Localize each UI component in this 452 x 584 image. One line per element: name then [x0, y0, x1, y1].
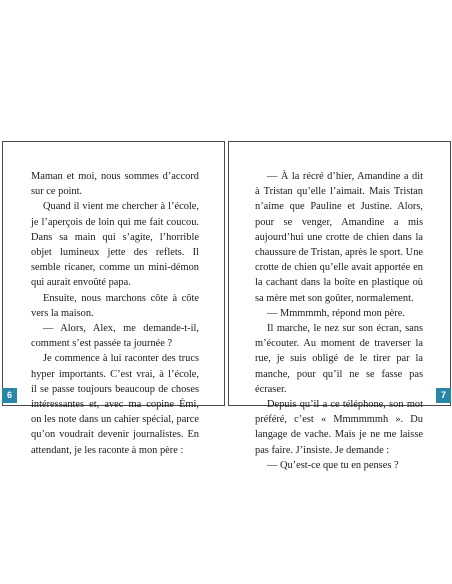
page-number-right: 7 [436, 388, 451, 403]
paragraph: — Alors, Alex, me demande-t-il, comment s’est passée ta journée ? [31, 323, 199, 350]
book-spread [0, 141, 452, 471]
paragraph: — Mmmmmh, répond mon père. [267, 307, 405, 319]
left-page-text [31, 169, 199, 458]
left-page [2, 141, 225, 456]
page-number-left: 6 [2, 388, 17, 403]
paragraph: — Qu’est-ce que tu en penses ? [267, 459, 399, 471]
paragraph: Il marche, le nez sur son écran, sans m’écouter. Au moment de traverser la rue, je suis obligé de le tirer par la manche, pour qu’il ne se fasse pas écraser. [255, 323, 423, 395]
paragraph: Depuis qu’il a ce téléphone, son mot préféré, c’est « Mmmmmmh ». Du langage de vache. Mais je ne me laisse pas faire. J’insiste. Je demande : [255, 399, 423, 456]
paragraph: Ensuite, nous marchons côte à côte vers la maison. [31, 292, 199, 319]
paragraph: Je commence à lui raconter des trucs hyper importants. C’est vrai, à l’école, il se passe toujours beaucoup de choses intéressantes et, avec ma copine Émi, on les note dans un cahier spécial, parce qu’on voudrait devenir journalistes. En attendant, je les raconte à mon père : [31, 353, 199, 456]
right-page-text [255, 169, 423, 473]
paragraph: Maman et moi, nous sommes d’accord sur ce point. [31, 171, 199, 198]
paragraph: Quand il vient me chercher à l’école, je l’aperçois de loin qui me fait coucou. Dans sa main qui s’agite, l’horrible objet lumineux jette des reflets. Il semble ricaner, comme un mini-démon qui aurait envoûté papa. [31, 201, 199, 289]
paragraph: — À la récré d’hier, Amandine a dit à Tristan qu’elle l’aimait. Mais Tristan n’aime que Pauline et Justine. Alors, pour se venger, Amandine a mis aujourd’hui une crotte de chien dans la chaussure de Tristan, après le sport. Une crotte de chien qu’elle avait apportée en la cachant dans la boîte en plastique où sa mère met son goûter, normalement. [255, 171, 423, 304]
right-page [228, 141, 451, 471]
